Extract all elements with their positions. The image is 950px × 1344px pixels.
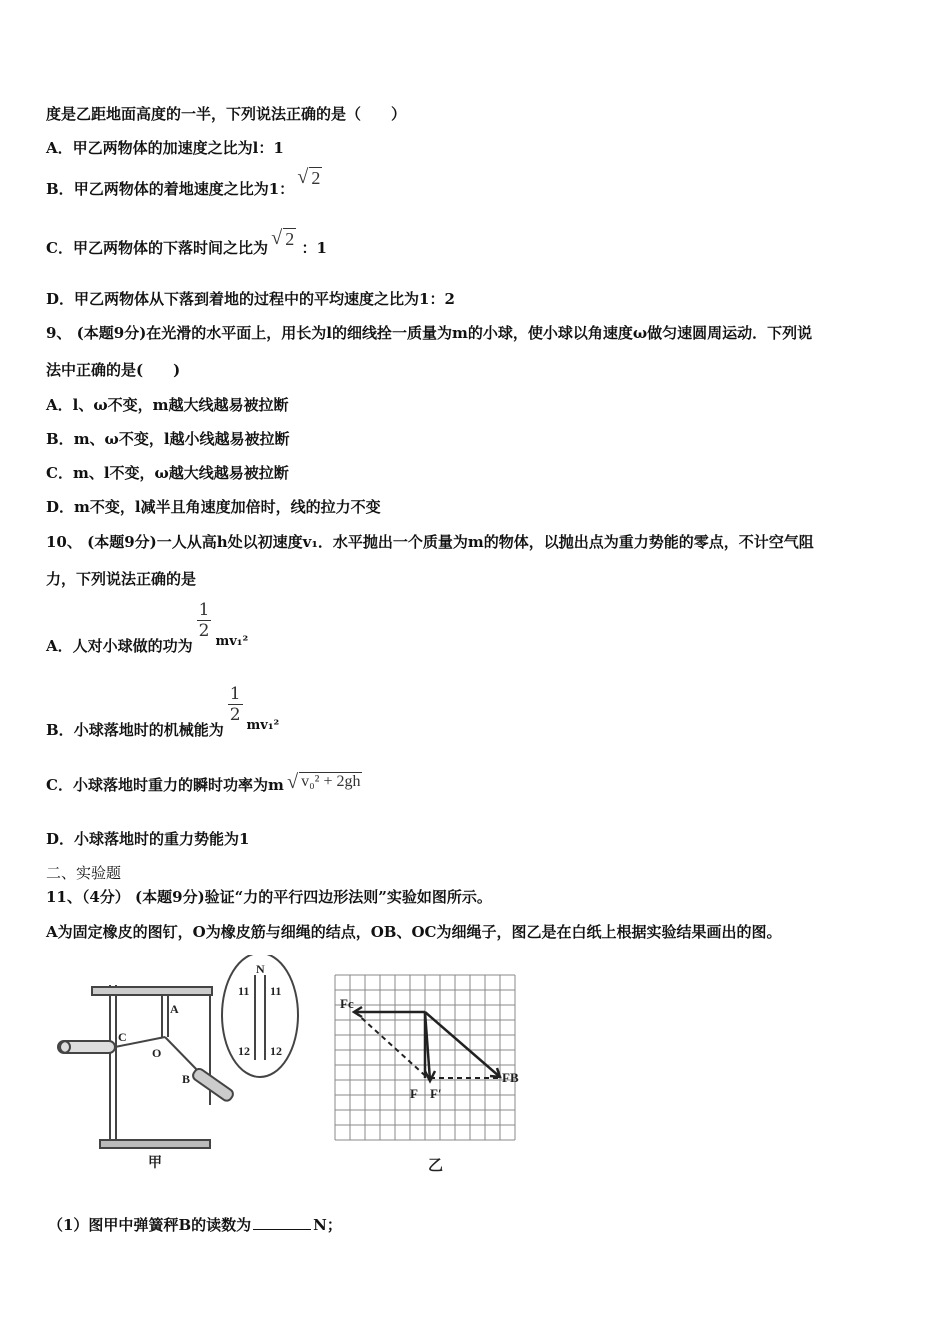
q9-option-c: C．m、l不变，ω越大线越易被拉断 [46,464,289,482]
answer-blank[interactable] [253,1229,311,1230]
figure-force-diagram [330,970,530,1180]
label-a: A [170,1002,179,1016]
q9-option-b: B．m、ω不变，l越小线越易被拉断 [46,430,290,448]
label-fc: Fc [340,996,354,1011]
q10-option-c: C．小球落地时重力的瞬时功率为m √ v₀² + 2gh [46,774,362,795]
q8-option-b: B．甲乙两物体的着地速度之比为1： √ 2 [46,178,322,199]
caption-yi: 乙 [428,1158,444,1174]
caption-jia: 甲 [148,1156,162,1171]
q10-stem-line1: 10、 (本题9分)一人从高h处以初速度v₁．水平抛出一个质量为m的物体，以抛出点为重力势能的零点，不计空气阻 [46,533,814,551]
q9-stem-line2: 法中正确的是( ) [46,361,181,379]
label-f: F [410,1086,418,1101]
q8-option-d: D．甲乙两物体从下落到着地的过程中的平均速度之比为1：2 [46,290,455,308]
q9-option-d: D．m不变，l减半且角速度加倍时，线的拉力不变 [46,498,381,516]
sqrt-expression: √ v₀² + 2gh [289,773,362,791]
scale-12-right: 12 [270,1044,282,1058]
q8-stem-tail: 度是乙距地面高度的一半，下列说法正确的是（ ） [46,105,407,123]
fraction-one-half: $\frac{1}{2}$ [229,684,241,725]
sqrt-two: √ 2 [273,229,296,250]
scale-11-right: 11 [270,984,282,998]
q8-option-a: A．甲乙两物体的加速度之比为l：1 [46,139,284,157]
q10-option-d: D．小球落地时的重力势能为1 [46,830,250,848]
label-o: O [152,1046,162,1060]
q9-option-a: A．l、ω不变，m越大线越易被拉断 [46,396,289,414]
scale-12-left: 12 [238,1044,250,1058]
label-c: C [118,1030,127,1044]
scale-11-left: 11 [238,984,250,998]
q10-stem-line2: 力，下列说法正确的是 [46,570,197,588]
q10-option-b: B．小球落地时的机械能为 $\frac{1}{2}$ mv₁² [46,684,280,739]
q11-stem-line2: A为固定橡皮的图钉，O为橡皮筋与细绳的结点，OB、OC为细绳子，图乙是在白纸上根据实验结果画出的图。 [46,923,782,941]
q11-sub1: （1）图甲中弹簧秤B的读数为 N； [48,1216,342,1234]
label-n: N [256,962,265,976]
q10-option-a: A．人对小球做的功为 $\frac{1}{2}$ mv₁² [46,600,249,655]
figure-apparatus [50,955,300,1180]
label-fb: FB [502,1070,519,1085]
label-b: B [182,1072,191,1086]
label-f-prime: F′ [430,1086,442,1101]
fraction-one-half: $\frac{1}{2}$ [198,600,210,641]
q11-stem-line1: 11、（4分） (本题9分)验证“力的平行四边形法则”实验如图所示。 [46,888,492,906]
section-title: 二、实验题 [46,864,122,882]
q8-option-c: C．甲乙两物体的下落时间之比为 √ 2 ：1 [46,237,327,258]
sqrt-two: √ 2 [299,168,322,189]
q9-stem-line1: 9、 (本题9分)在光滑的水平面上，用长为l的细线拴一质量为m的小球，使小球以角速度ω做匀速圆周运动．下列说 [46,324,813,342]
